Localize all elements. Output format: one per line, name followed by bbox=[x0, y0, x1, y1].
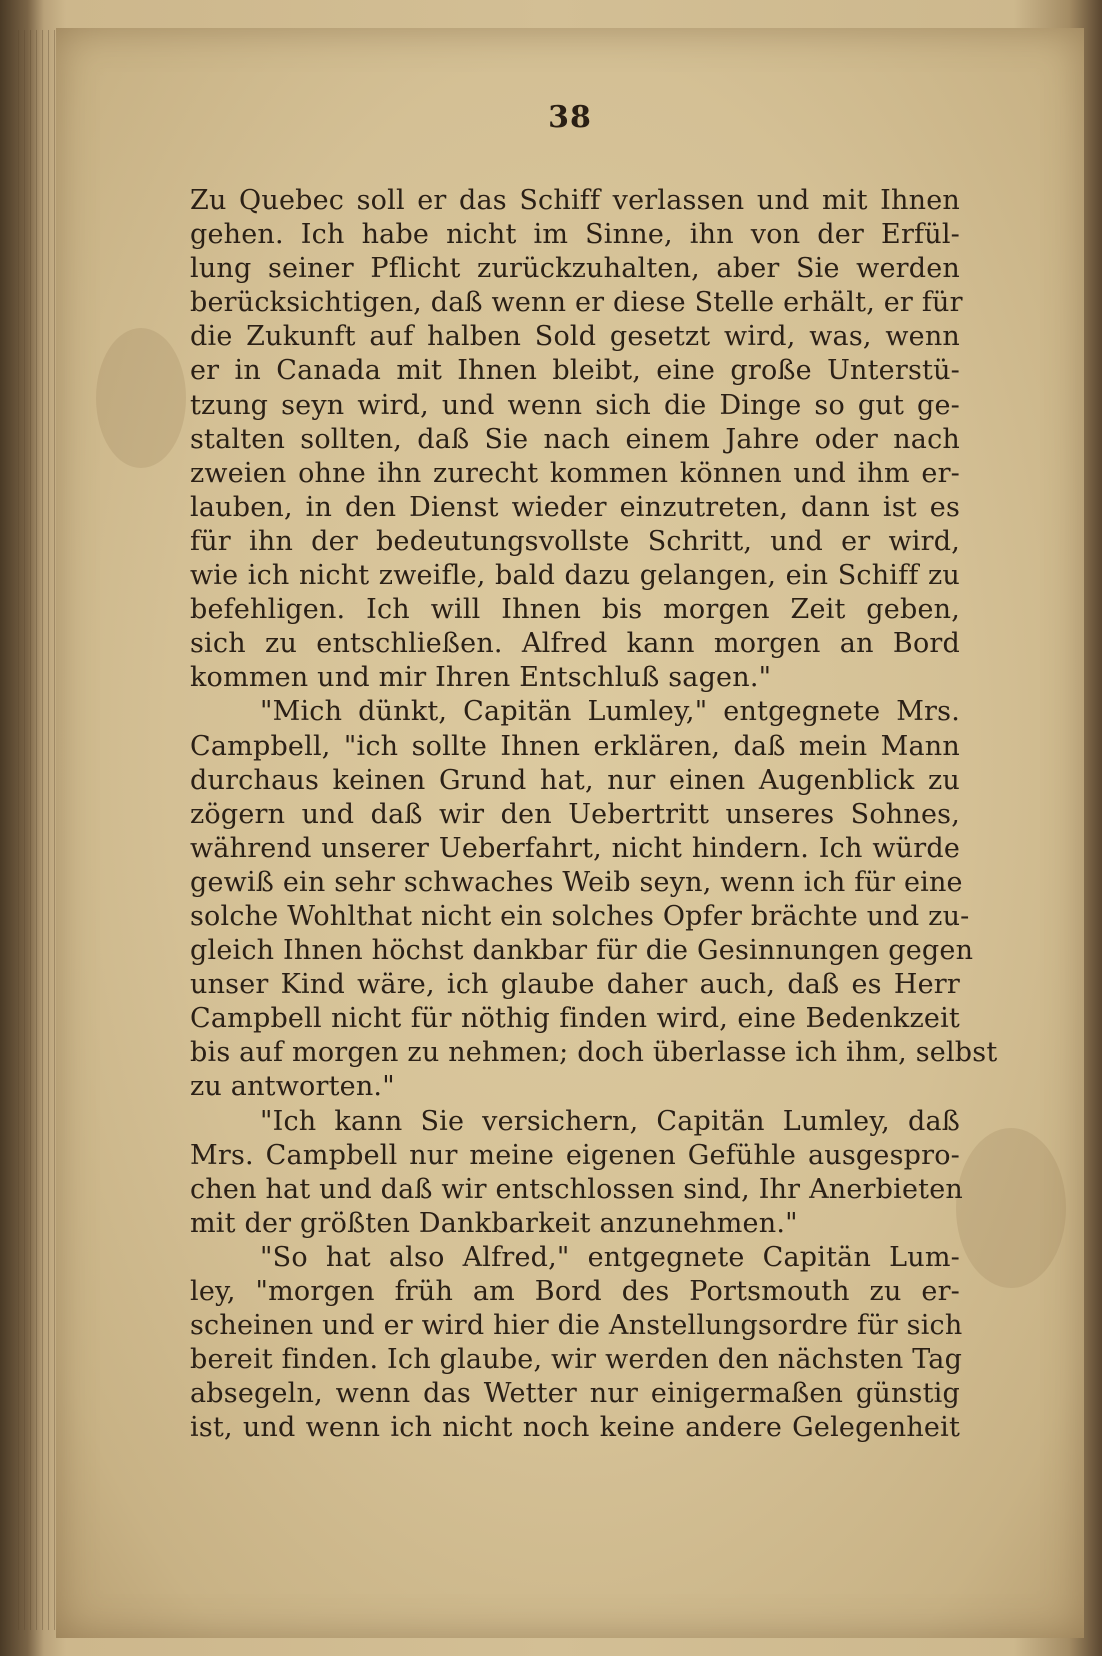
text-line: stalten sollten, daß Sie nach einem Jahre oder nach bbox=[190, 423, 960, 455]
text-line: Campbell nicht für nöthig finden wird, eine Bedenkzeit bbox=[190, 1003, 960, 1035]
text-line: tzung seyn wird, und wenn sich die Dinge so gut ge- bbox=[190, 389, 960, 421]
text-line: wie ich nicht zweifle, bald dazu gelangen, ein Schiff zu bbox=[190, 560, 960, 592]
text-line: sich zu entschließen. Alfred kann morgen an Bord bbox=[190, 628, 960, 660]
text-line: scheinen und er wird hier die Anstellungsordre für sich bbox=[190, 1310, 963, 1342]
text-line: Zu Quebec soll er das Schiff verlassen und mit Ihnen bbox=[190, 185, 960, 216]
text-line: Campbell, "ich sollte Ihnen erklären, daß mein Mann bbox=[190, 730, 960, 762]
text-line: "So hat also Alfred," entgegnete Capitän Lum- bbox=[260, 1241, 960, 1273]
text-line: zögern und daß wir den Uebertritt unseres Sohnes, bbox=[190, 798, 960, 830]
text-line: zweien ohne ihn zurecht kommen können und ihm er- bbox=[190, 457, 960, 489]
text-line: gewiß ein sehr schwaches Weib seyn, wenn ich für eine bbox=[190, 866, 963, 898]
page-number: 38 bbox=[548, 100, 592, 135]
paper-stain bbox=[956, 1128, 1066, 1288]
text-line: lauben, in den Dienst wieder einzutreten, dann ist es bbox=[190, 491, 960, 523]
book-page bbox=[56, 28, 1084, 1638]
text-line: ley, "morgen früh am Bord des Portsmouth zu er- bbox=[190, 1276, 960, 1307]
text-line: "Mich dünkt, Capitän Lumley," entgegnete Mrs. bbox=[260, 696, 960, 728]
text-line: absegeln, wenn das Wetter nur einigermaßen günstig bbox=[190, 1378, 960, 1410]
text-line: für ihn der bedeutungsvollste Schritt, und er wird, bbox=[190, 525, 960, 557]
text-line: kommen und mir Ihren Entschluß sagen." bbox=[190, 662, 772, 694]
text-line: befehligen. Ich will Ihnen bis morgen Zeit geben, bbox=[190, 594, 960, 626]
text-line: bis auf morgen zu nehmen; doch überlasse ich ihm, selbst bbox=[190, 1037, 998, 1069]
text-line: mit der größten Dankbarkeit anzunehmen." bbox=[190, 1207, 798, 1239]
text-line: unser Kind wäre, ich glaube daher auch, daß es Herr bbox=[190, 969, 960, 1001]
text-line: bereit finden. Ich glaube, wir werden den nächsten Tag bbox=[190, 1344, 963, 1376]
text-line: gehen. Ich habe nicht im Sinne, ihn von der Erfül- bbox=[190, 219, 960, 251]
text-line: chen hat und daß wir entschlossen sind, Ihr Anerbieten bbox=[190, 1173, 963, 1205]
text-line: zu antworten." bbox=[190, 1071, 395, 1103]
text-line: gleich Ihnen höchst dankbar für die Gesinnungen gegen bbox=[190, 935, 974, 967]
text-line: Mrs. Campbell nur meine eigenen Gefühle ausgespro- bbox=[190, 1139, 960, 1171]
text-line: solche Wohlthat nicht ein solches Opfer brächte und zu- bbox=[190, 900, 970, 932]
text-line: durchaus keinen Grund hat, nur einen Augenblick zu bbox=[190, 764, 960, 796]
text-line: während unserer Ueberfahrt, nicht hindern. Ich würde bbox=[190, 832, 960, 864]
text-line: "Ich kann Sie versichern, Capitän Lumley, daß bbox=[260, 1105, 960, 1137]
text-body bbox=[190, 184, 998, 1445]
text-line: die Zukunft auf halben Sold gesetzt wird, was, wenn bbox=[190, 321, 960, 353]
text-line: lung seiner Pflicht zurückzuhalten, aber Sie werden bbox=[190, 253, 960, 285]
paper-stain bbox=[96, 328, 186, 468]
text-line: berücksichtigen, daß wenn er diese Stelle erhält, er für bbox=[190, 287, 963, 319]
text-line: ist, und wenn ich nicht noch keine andere Gelegenheit bbox=[190, 1412, 960, 1444]
text-line: er in Canada mit Ihnen bleibt, eine große Unterstü- bbox=[190, 355, 960, 387]
